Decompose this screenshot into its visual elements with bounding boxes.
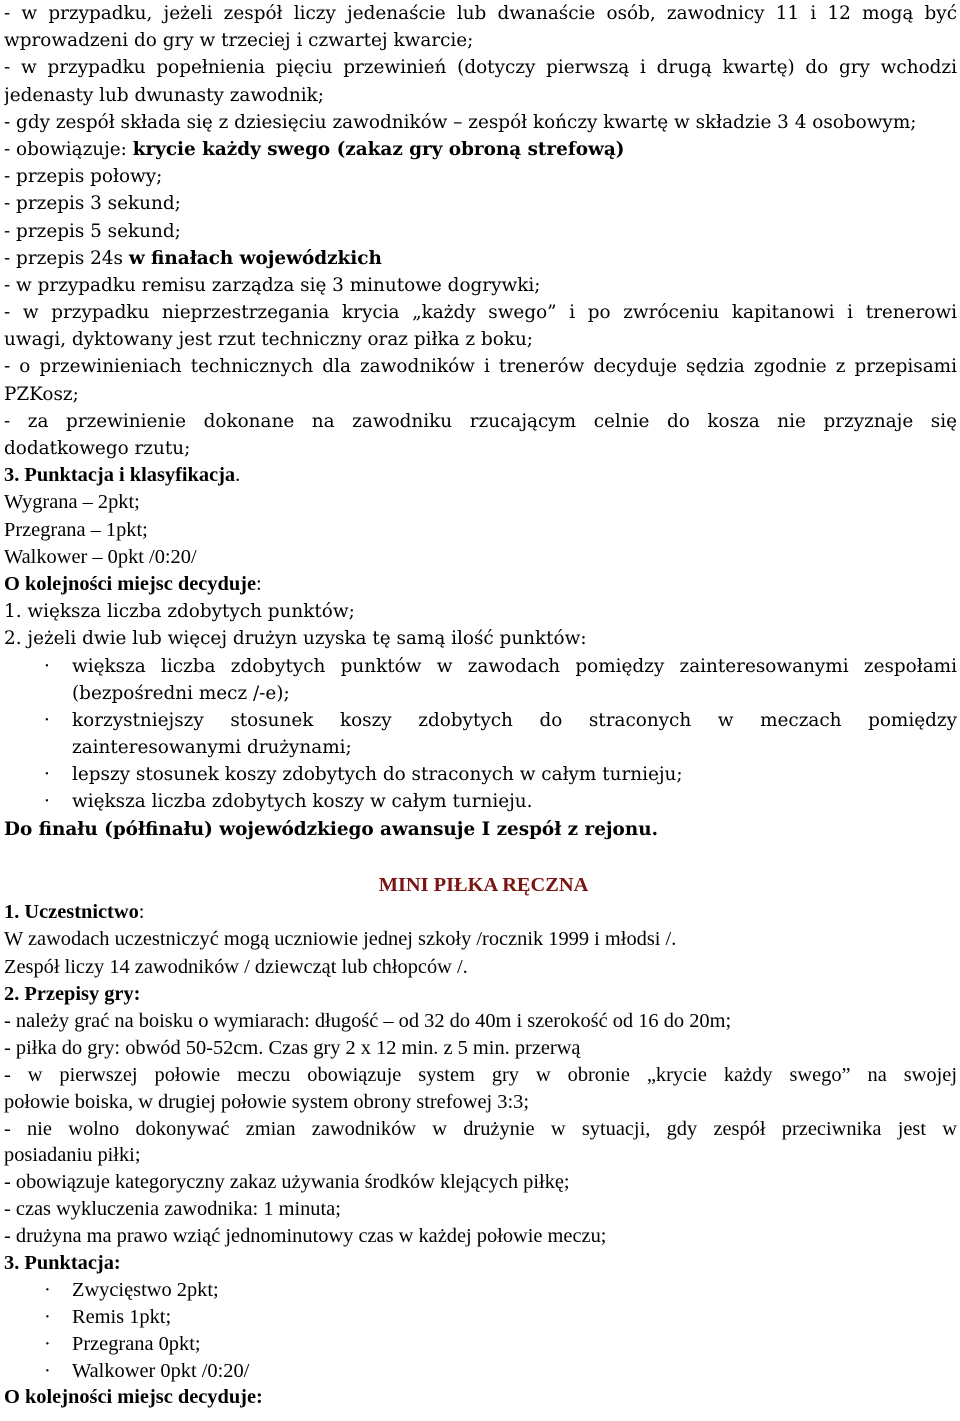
rule-line: - w przypadku nieprzestrzegania krycia „każdy swego” i po zwróceniu kapitanowi i trenerowi — [4, 302, 957, 324]
score-line: Przegrana – 1pkt; — [4, 518, 148, 541]
score-text: Walkower 0pkt /0:20/ — [72, 1359, 250, 1382]
bullet-dot: · — [44, 791, 50, 813]
rule-line: PZKosz; — [4, 383, 79, 405]
score-line: Wygrana – 2pkt; — [4, 491, 140, 514]
criterion-continuation: (bezpośredni mecz /-e); — [72, 682, 290, 704]
score-text: Zwycięstwo 2pkt; — [72, 1278, 219, 1301]
criterion-item — [4, 761, 957, 788]
criterion-text: większa liczba zdobytych punktów w zawodach pomiędzy zainteresowanymi zespołami — [72, 655, 957, 677]
rule-line: - w przypadku remisu zarządza się 3 minutowe dogrywki; — [4, 274, 541, 296]
criterion-item — [4, 653, 957, 680]
section-heading-text: 3. Punktacja i klasyfikacja — [4, 464, 236, 487]
rule-line: - w pierwszej połowie meczu obowiązuje system gry w obronie „krycie każdy swego” na swojej — [4, 1063, 957, 1086]
bullet-dot: · — [44, 709, 50, 731]
criterion-item — [4, 707, 957, 734]
criterion-text: korzystniejszy stosunek koszy zdobytych do straconych w meczach pomiędzy — [72, 709, 957, 731]
score-item — [4, 1331, 957, 1358]
score-text: Remis 1pkt; — [72, 1305, 172, 1328]
paragraph-line: Zespół liczy 14 zawodników / dziewcząt lub chłopców /. — [4, 955, 468, 978]
rule-line: - w przypadku popełnienia pięciu przewinień (dotyczy pierwszą i drugą kwartę) do gry wchodzi — [4, 57, 957, 79]
heading-colon: : — [138, 901, 145, 924]
order-heading-text: O kolejności miejsc decyduje — [4, 572, 257, 595]
order-heading-colon: : — [256, 572, 262, 595]
rule-line: wprowadzeni do gry w trzeciej i czwartej kwarcie; — [4, 30, 474, 52]
order-heading: O kolejności miejsc decyduje: — [4, 1386, 263, 1409]
rule-line — [4, 136, 957, 163]
paragraph-line: W zawodach uczestniczyć mogą uczniowie jednej szkoły /rocznik 1999 i młodsi /. — [4, 928, 677, 951]
rule-line — [4, 245, 957, 272]
rule-prefix: - przepis 24s — [4, 247, 129, 269]
rule-line: - należy grać na boisku o wymiarach: długość – od 32 do 40m i szerokość od 16 do 20m; — [4, 1009, 732, 1032]
rule-emphasis: krycie każdy swego (zakaz gry obroną strefową) — [132, 138, 625, 160]
rule-line: - w przypadku, jeżeli zespół liczy jedenaście lub dwanaście osób, zawodnicy 11 i 12 mogą być — [4, 3, 957, 24]
criterion-text: większa liczba zdobytych koszy w całym turnieju. — [72, 791, 533, 813]
section-heading: 2. Przepisy gry: — [4, 982, 141, 1005]
order-item: 2. jeżeli dwie lub więcej drużyn uzyska tę samą ilość punktów: — [4, 628, 587, 650]
rule-emphasis: w finałach wojewódzkich — [128, 247, 382, 269]
score-item — [4, 1277, 957, 1304]
rule-prefix: - obowiązuje: — [4, 138, 133, 160]
rule-line: - przepis połowy; — [4, 166, 163, 188]
basketball-rules-section — [4, 0, 957, 843]
section-heading: 3. Punktacja: — [4, 1251, 121, 1274]
bullet-dot: · — [44, 1305, 51, 1328]
rule-line: posiadaniu piłki; — [4, 1144, 141, 1167]
rule-line: - przepis 5 sekund; — [4, 220, 181, 242]
mini-handball-section — [4, 872, 957, 1411]
rule-line: - czas wykluczenia zawodnika: 1 minuta; — [4, 1198, 341, 1221]
rule-line: - gdy zespół składa się z dziesięciu zawodników – zespół kończy kwartę w składzie 3 4 osobowym; — [4, 111, 917, 133]
advancement-note: Do finału (półfinału) wojewódzkiego awansuje I zespół z rejonu. — [4, 818, 658, 840]
rule-line: - piłka do gry: obwód 50-52cm. Czas gry 2 x 12 min. z 5 min. przerwą — [4, 1036, 581, 1059]
bullet-dot: · — [44, 1332, 51, 1355]
bullet-dot: · — [44, 764, 50, 786]
section-heading — [4, 462, 957, 489]
bullet-dot: · — [44, 655, 50, 677]
rule-line: - obowiązuje kategoryczny zakaz używania środków klejących piłkę; — [4, 1171, 570, 1194]
section-title: MINI PIŁKA RĘCZNA — [378, 874, 589, 896]
score-item — [4, 1358, 957, 1385]
rule-line: uwagi, dyktowany jest rzut techniczny oraz piłka z boku; — [4, 329, 533, 351]
rule-line: - za przewinienie dokonane na zawodniku rzucającym celnie do kosza nie przyznaje się — [4, 410, 957, 432]
section-heading — [4, 899, 957, 926]
rule-line: jedenasty lub dwunasty zawodnik; — [4, 84, 324, 106]
criterion-text: lepszy stosunek koszy zdobytych do straconych w całym turnieju; — [72, 764, 683, 786]
rule-line: - drużyna ma prawo wziąć jednominutowy czas w każdej połowie meczu; — [4, 1225, 607, 1248]
rule-line: - o przewinieniach technicznych dla zawodników i trenerów decyduje sędzia zgodnie z przepisami — [4, 356, 957, 378]
bullet-dot: · — [44, 1359, 51, 1382]
rule-line: dodatkowego rzutu; — [4, 438, 191, 459]
criterion-item — [4, 788, 957, 815]
score-item — [4, 1304, 957, 1331]
order-heading — [4, 571, 957, 598]
rule-line: połowie boiska, w drugiej połowie system obrony strefowej 3:3; — [4, 1090, 529, 1113]
score-line: Walkower – 0pkt /0:20/ — [4, 545, 197, 568]
heading-period: . — [235, 464, 241, 487]
bullet-dot: · — [44, 1278, 51, 1301]
score-text: Przegrana 0pkt; — [72, 1332, 201, 1355]
criterion-continuation: zainteresowanymi drużynami; — [72, 737, 352, 759]
order-item: 1. większa liczba zdobytych punktów; — [4, 601, 355, 623]
rule-line: - nie wolno dokonywać zmian zawodników w drużynie w sytuacji, gdy zespół przeciwnika jest w — [4, 1117, 957, 1140]
rule-line: - przepis 3 sekund; — [4, 193, 181, 215]
section-heading-text: 1. Uczestnictwo — [4, 901, 139, 924]
